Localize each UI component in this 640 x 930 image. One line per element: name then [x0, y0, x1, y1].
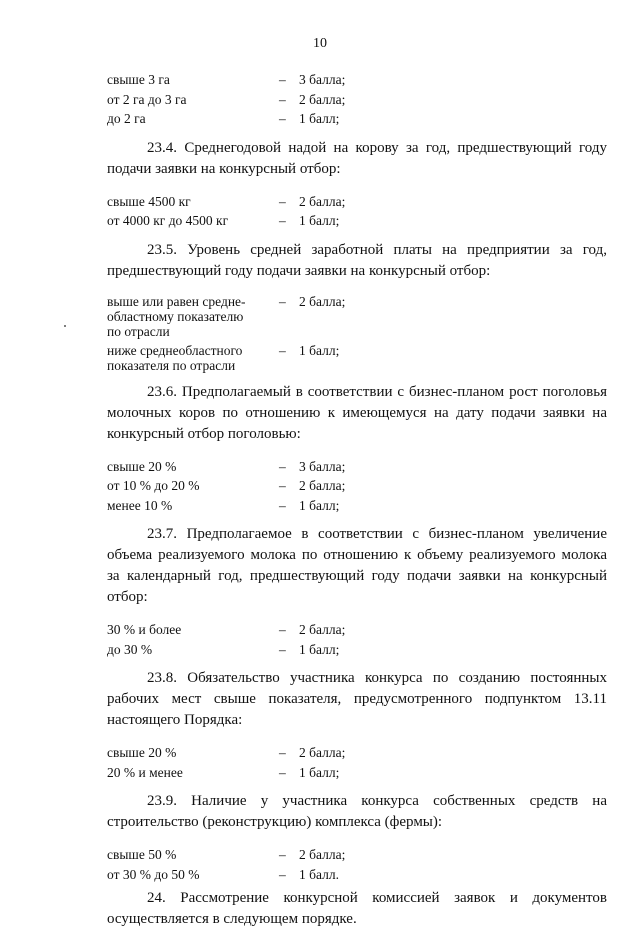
paragraph-line: отбор:	[107, 589, 148, 605]
score-list-salary	[107, 294, 607, 373]
dash: –	[279, 293, 286, 309]
criterion: свыше 3 га	[107, 72, 170, 87]
criterion: до 2 га	[107, 111, 146, 126]
score-list-area	[107, 70, 607, 129]
paragraph-line: осуществляется в следующем порядке.	[107, 911, 357, 927]
page-number: 10	[313, 36, 327, 51]
dash: –	[279, 213, 286, 228]
criterion-line: областному показателю	[107, 308, 244, 324]
criterion	[107, 343, 279, 373]
paragraph-line: подачи заявки на конкурсный отбор:	[107, 160, 341, 177]
dash: –	[279, 847, 286, 862]
paragraph-23-6	[107, 382, 607, 445]
dash: –	[279, 111, 286, 126]
score-row	[107, 763, 607, 783]
criterion: от 4000 кг до 4500 кг	[107, 213, 229, 228]
score-row	[107, 496, 607, 516]
score-row	[107, 70, 607, 90]
score-list-milk-yield	[107, 192, 607, 231]
criterion: свыше 50 %	[107, 847, 177, 862]
score-list-herd	[107, 457, 607, 516]
paragraph-line: объема реализуемого молока по отношению к объему реализуемого молока	[107, 547, 607, 563]
points: 2 балла;	[299, 847, 346, 862]
points: 3 балла;	[299, 458, 346, 474]
score-row	[107, 743, 607, 763]
paragraph-line: 23.4. Среднегодовой надой на корову за год, предшествующий году	[147, 139, 607, 156]
score-row	[107, 294, 607, 339]
dash: –	[279, 458, 286, 474]
points: 2 балла;	[299, 478, 346, 493]
points: 1 балл.	[299, 866, 339, 882]
score-row	[107, 211, 607, 231]
dash: –	[279, 91, 286, 107]
paragraph-24	[107, 888, 607, 930]
points: 1 балл;	[299, 764, 340, 780]
criterion: до 30 %	[107, 641, 153, 657]
score-row	[107, 476, 607, 496]
criterion: от 30 % до 50 %	[107, 866, 200, 882]
paragraph-line: 23.5. Уровень средней заработной платы на предприятии за год,	[147, 241, 607, 258]
criterion: свыше 20 %	[107, 745, 177, 760]
criterion: менее 10 %	[107, 497, 173, 513]
criterion-line: показателя по отрасли	[107, 357, 236, 373]
points: 1 балл;	[299, 213, 340, 228]
paragraph-23-4	[107, 138, 607, 180]
paragraph-line: рабочих мест свыше показателя, предусмотренного подпунктом 13.11	[107, 691, 607, 707]
paragraph-line: предшествующий году подачи заявки на конкурсный отбор:	[107, 262, 491, 279]
dash: –	[279, 764, 286, 780]
score-row	[107, 457, 607, 477]
paragraph-line: конкурсный отбор поголовью:	[107, 425, 301, 442]
paragraph-23-8	[107, 668, 607, 731]
paragraph-23-9	[107, 791, 607, 833]
paragraph-line: 23.9. Наличие у участника конкурса собственных средств на	[147, 793, 607, 809]
criterion-line: по отрасли	[107, 323, 170, 339]
criterion: 30 % и более	[107, 622, 182, 637]
criterion: от 2 га до 3 га	[107, 91, 187, 107]
score-row	[107, 845, 607, 865]
scan-speck	[64, 325, 66, 327]
criterion-line: ниже среднеобластного	[107, 342, 243, 358]
points: 1 балл;	[299, 641, 340, 657]
score-row	[107, 192, 607, 212]
paragraph-line: 23.6. Предполагаемый в соответствии с бизнес-планом рост поголовья	[147, 383, 607, 400]
criterion: свыше 4500 кг	[107, 193, 191, 209]
points: 2 балла;	[299, 91, 346, 107]
score-list-jobs	[107, 743, 607, 782]
dash: –	[279, 866, 286, 882]
dash: –	[279, 497, 286, 513]
points: 1 балл;	[299, 497, 340, 513]
dash: –	[279, 342, 286, 358]
paragraph-23-7	[107, 524, 607, 608]
points: 2 балла;	[299, 745, 346, 760]
dash: –	[279, 641, 286, 657]
dash: –	[279, 478, 286, 493]
points: 1 балл;	[299, 111, 340, 126]
paragraph-line: 24. Рассмотрение конкурсной комиссией заявок и документов	[147, 890, 607, 906]
document-body	[107, 70, 607, 930]
score-list-milk-sales	[107, 620, 607, 659]
score-row	[107, 620, 607, 640]
paragraph-line: за календарный год, предшествующий году подачи заявки на конкурсный	[107, 568, 607, 584]
paragraph-line: молочных коров по отношению к имеющемуся на дату подачи заявки на	[107, 404, 607, 421]
score-row	[107, 640, 607, 660]
dash: –	[279, 622, 286, 637]
score-row	[107, 343, 607, 373]
paragraph-line: строительство (реконструкцию) комплекса (фермы):	[107, 814, 443, 830]
points: 1 балл;	[299, 342, 340, 358]
score-row	[107, 865, 607, 885]
dash: –	[279, 72, 286, 87]
paragraph-line: 23.8. Обязательство участника конкурса по созданию постоянных	[147, 670, 607, 686]
dash: –	[279, 745, 286, 760]
score-row	[107, 90, 607, 110]
paragraph-23-5	[107, 240, 607, 282]
paragraph-line: 23.7. Предполагаемое в соответствии с бизнес-планом увеличение	[147, 526, 607, 542]
points: 2 балла;	[299, 193, 346, 209]
score-list-own-funds	[107, 845, 607, 884]
dash: –	[279, 193, 286, 209]
criterion: от 10 % до 20 %	[107, 478, 200, 493]
criterion-line: выше или равен средне-	[107, 293, 246, 309]
points: 3 балла;	[299, 72, 346, 87]
paragraph-line: настоящего Порядка:	[107, 712, 243, 728]
criterion	[107, 294, 279, 339]
score-row	[107, 109, 607, 129]
criterion: 20 % и менее	[107, 764, 183, 780]
points: 2 балла;	[299, 293, 346, 309]
criterion: свыше 20 %	[107, 458, 177, 474]
points: 2 балла;	[299, 622, 346, 637]
